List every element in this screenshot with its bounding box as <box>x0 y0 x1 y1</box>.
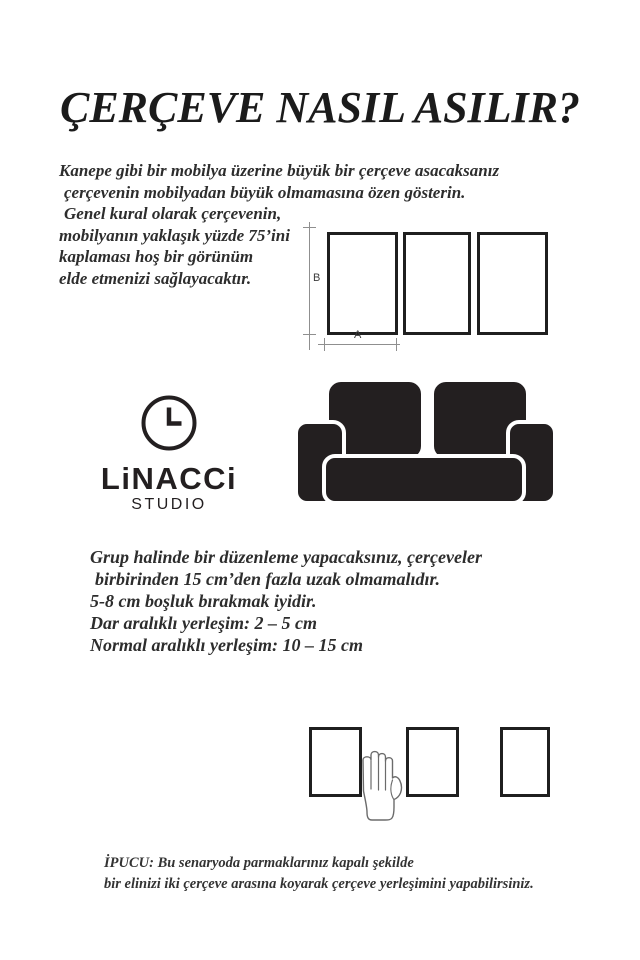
intro-line: Kanepe gibi bir mobilya üzerine büyük bir çerçeve asacaksanız <box>59 161 500 180</box>
intro-line: Genel kural olarak çerçevenin, <box>64 204 282 223</box>
intro-line: mobilyanın yaklaşık yüzde 75’ini <box>59 225 290 245</box>
intro-line: kaplaması hoş bir görünüm <box>59 247 254 266</box>
spacing-line: Normal aralıklı yerleşim: 10 – 15 cm <box>90 635 363 655</box>
brand-logo <box>98 394 240 514</box>
dimension-tick <box>324 338 325 351</box>
dimension-line-vertical <box>309 222 310 350</box>
dimension-line-horizontal <box>318 344 400 345</box>
picture-frame <box>406 727 459 797</box>
intro-line: çerçevenin mobilyadan büyük olmamasına özen gösterin. <box>64 182 466 202</box>
picture-frame <box>403 232 471 335</box>
spacing-paragraph <box>90 546 482 656</box>
brand-subtitle: STUDIO <box>131 496 207 513</box>
picture-frame <box>309 727 362 797</box>
tip-text <box>104 853 534 895</box>
spacing-line: 5-8 cm boşluk bırakmak iyidir. <box>90 591 317 611</box>
brand-name: LiNACCi <box>100 461 238 496</box>
page-title: ÇERÇEVE NASIL ASILIR? <box>59 83 581 132</box>
picture-frame <box>327 232 398 335</box>
dimension-tick <box>303 334 316 335</box>
dimension-tick <box>303 227 316 228</box>
spacing-line: Grup halinde bir düzenleme yapacaksınız, çerçeveler <box>90 547 482 567</box>
picture-frame <box>500 727 550 797</box>
picture-frame <box>477 232 548 335</box>
hand-icon <box>356 747 406 822</box>
intro-line: elde etmenizi sağlayacaktır. <box>59 268 252 288</box>
height-label: B <box>313 272 321 284</box>
width-label: A <box>354 329 362 341</box>
sofa-icon <box>290 372 562 508</box>
dimension-tick <box>396 338 397 351</box>
tip-line: İPUCU: Bu senaryoda parmaklarınız kapalı şekilde <box>104 855 414 871</box>
clock-icon <box>140 394 198 452</box>
spacing-line: birbirinden 15 cm’den fazla uzak olmamalıdır. <box>95 569 441 589</box>
tip-line: bir elinizi iki çerçeve arasına koyarak çerçeve yerleşimini yapabilirsiniz. <box>104 876 534 892</box>
spacing-line: Dar aralıklı yerleşim: 2 – 5 cm <box>90 613 317 633</box>
